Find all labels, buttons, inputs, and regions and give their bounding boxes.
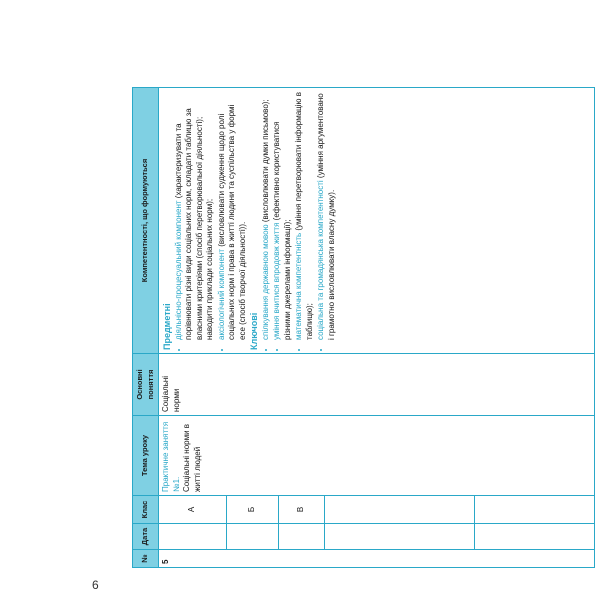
- key-list: [261, 91, 338, 350]
- class-cell-a: А: [159, 496, 227, 524]
- list-item: [272, 91, 293, 340]
- list-item: [316, 91, 337, 340]
- header-date: Дата: [133, 524, 159, 550]
- list-item: [261, 91, 272, 340]
- date-cell: [227, 524, 279, 550]
- page-number: 6: [92, 578, 99, 592]
- subject-item-accent: діяльнісно-процесуальний компонент: [173, 200, 183, 340]
- key-item-text: (уміння перетворювати інформацію в таблицю);: [294, 91, 314, 340]
- subject-heading: Предметні: [162, 303, 172, 350]
- subject-item-text: (висловлювати судження щодо ролі соціальних норм і права в житті людини та суспільства у формі есе (спосіб творчої діяльності)).: [216, 104, 247, 340]
- topic-text: Соціальні норми в житті людей: [182, 423, 202, 492]
- class-cell-empty: [475, 496, 595, 524]
- topic-cell: [159, 416, 595, 496]
- key-item-text: (уміння аргументовано і грамотно висловлювати власну думку).: [316, 93, 336, 340]
- subject-list: [174, 91, 249, 350]
- class-cell-v: В: [279, 496, 325, 524]
- lesson-plan-table: [132, 87, 595, 568]
- lesson-number-cell: 5: [159, 550, 595, 568]
- concepts-cell: Соціальні норми: [159, 354, 595, 416]
- table-header-row: [133, 88, 159, 568]
- date-cell: [325, 524, 475, 550]
- list-item: [294, 91, 315, 340]
- header-concepts: Основні поняття: [133, 354, 159, 416]
- list-item: [174, 91, 216, 340]
- subject-item-accent: аксіологічний компонент: [216, 248, 226, 340]
- header-number: №: [133, 550, 159, 568]
- header-topic: Тема уроку: [133, 416, 159, 496]
- key-item-accent: спілкування державною мовою: [260, 224, 270, 340]
- key-item-accent: математична компетентність: [294, 232, 303, 340]
- date-cell: [159, 524, 227, 550]
- key-item-accent: соціальна та громадянська компетентності: [316, 180, 325, 340]
- header-class: Клас: [133, 496, 159, 524]
- class-cell-empty: [325, 496, 475, 524]
- date-cell: [475, 524, 595, 550]
- key-item-accent: уміння вчитися впродовж життя: [272, 222, 281, 340]
- competencies-cell: [159, 88, 595, 354]
- list-item: [217, 91, 249, 340]
- key-item-text: (висловлювати думки письмово);: [260, 99, 270, 225]
- subject-item-text: (характеризувати та порівнювати різні види соціальних норм, складати таблицю за власними критеріями (спосіб перетворювальної діяльності); наводити приклади соціальних норм);: [173, 108, 214, 340]
- header-competencies: Компетентності, що формуються: [133, 88, 159, 354]
- class-cell-b: Б: [227, 496, 279, 524]
- table-row: [159, 88, 227, 568]
- key-item-text: (ефективно користуватися різними джерелами інформації);: [272, 121, 292, 340]
- lesson-plan-sheet: [132, 88, 595, 568]
- topic-accent: Практичне заняття №1.: [161, 421, 181, 492]
- date-cell: [279, 524, 325, 550]
- key-heading: Ключові: [249, 312, 259, 350]
